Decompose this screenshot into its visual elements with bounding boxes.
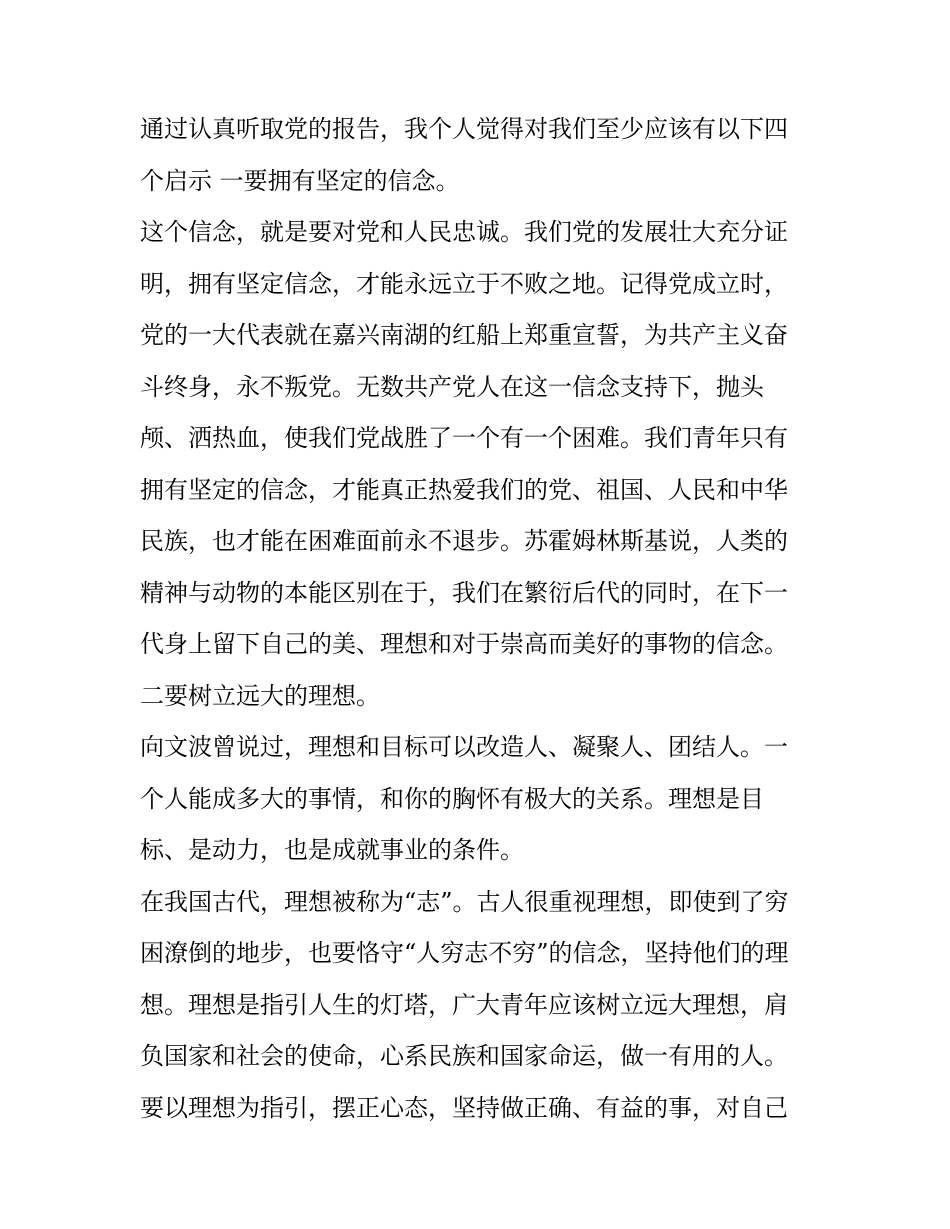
text-line: 想。理想是指引人生的灯塔，广大青年应该树立远大理想，肩 <box>140 990 788 1019</box>
text-line: 在我国古代，理想被称为“志”。古人很重视理想，即使到了穷 <box>140 887 789 916</box>
text-line: 颅、洒热血，使我们党战胜了一个有一个困难。我们青年只有 <box>140 424 788 452</box>
text-line: 困潦倒的地步，也要恪守“人穷志不穷”的信念，坚持他们的理 <box>140 939 789 967</box>
text-line: 拥有坚定的信念，才能真正热爱我们的党、祖国、人民和中华 <box>140 475 788 504</box>
text-line: 通过认真听取党的报告，我个人觉得对我们至少应该有以下四 <box>140 115 788 143</box>
text-line: 负国家和社会的使命，心系民族和国家命运，做一有用的人。 <box>140 1042 788 1070</box>
text-line: 明，拥有坚定信念，才能永远立于不败之地。记得党成立时， <box>140 269 788 298</box>
text-line: 向文波曾说过，理想和目标可以改造人、凝聚人、团结人。一 <box>140 733 788 761</box>
text-line: 个启示 一要拥有坚定的信念。 <box>140 166 460 195</box>
text-line: 民族，也才能在困难面前永不退步。苏霍姆林斯基说，人类的 <box>140 527 788 555</box>
text-line: 斗终身，永不叛党。无数共产党人在这一信念支持下，抛头 <box>140 372 764 401</box>
text-line: 标、是动力，也是成就事业的条件。 <box>140 836 524 864</box>
text-line: 个人能成多大的事情，和你的胸怀有极大的关系。理想是目 <box>140 784 764 813</box>
text-line: 代身上留下自己的美、理想和对于崇高而美好的事物的信念。 <box>140 630 788 658</box>
text-line: 党的一大代表就在嘉兴南湖的红船上郑重宣誓，为共产主义奋 <box>140 321 788 349</box>
text-line: 精神与动物的本能区别在于，我们在繁衍后代的同时，在下一 <box>140 578 788 607</box>
section-heading: 二要树立远大的理想。 <box>140 681 380 710</box>
body-text <box>140 104 820 1134</box>
text-line: 这个信念，就是要对党和人民忠诚。我们党的发展壮大充分证 <box>140 218 788 246</box>
text-line: 要以理想为指引，摆正心态，坚持做正确、有益的事，对自己 <box>140 1093 788 1122</box>
